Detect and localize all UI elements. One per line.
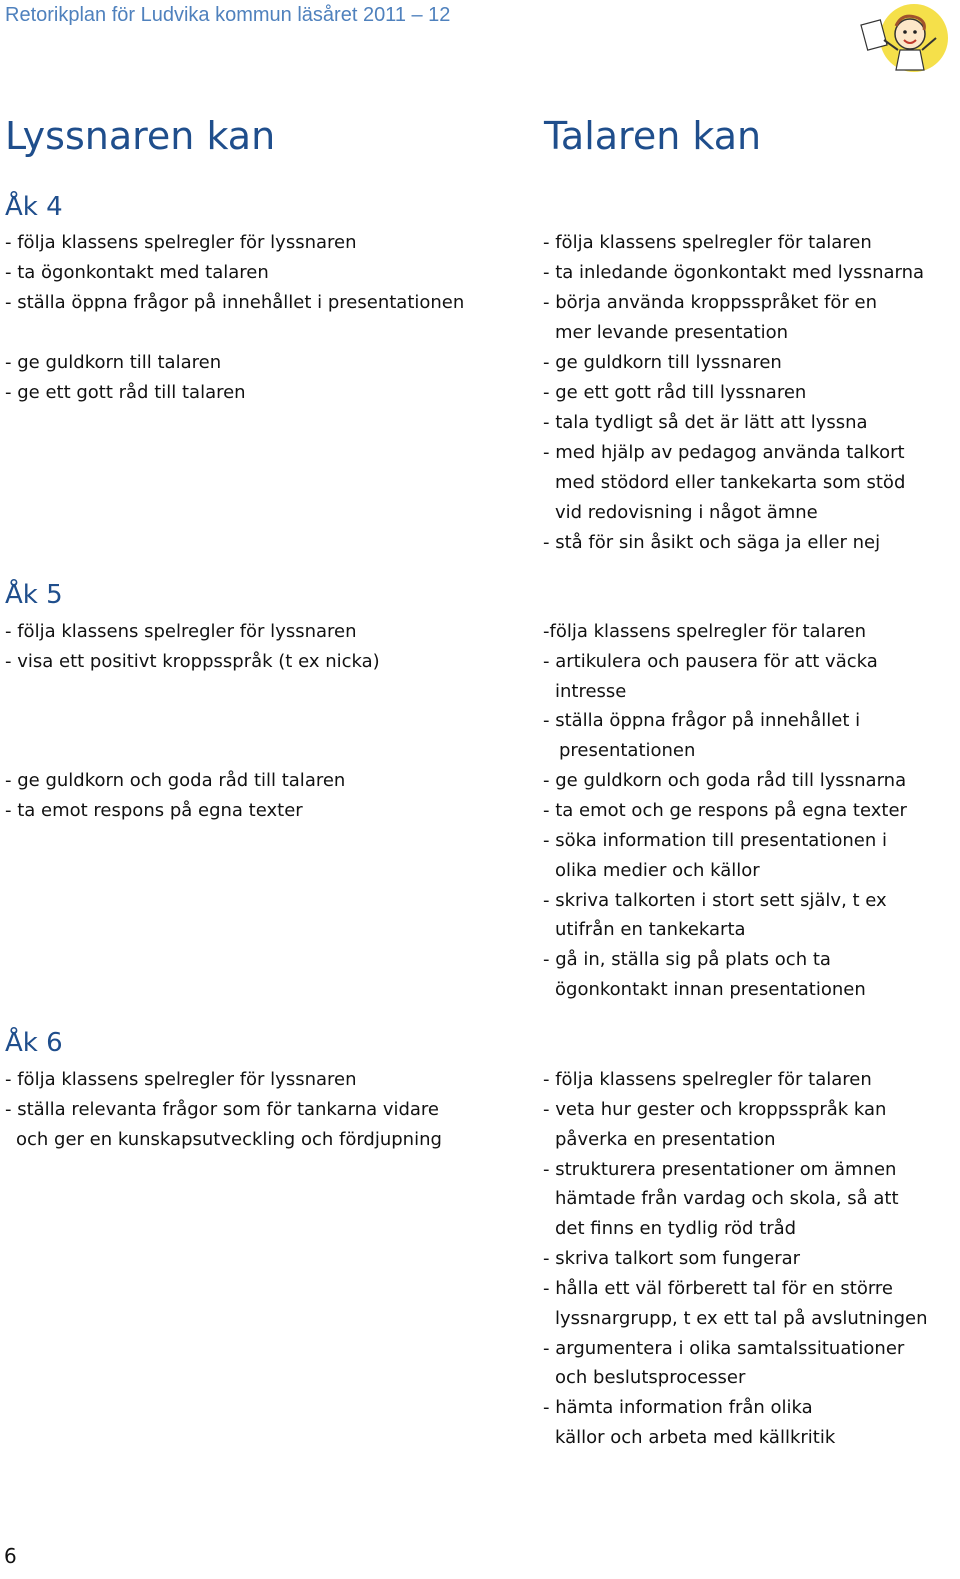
- speaker-item: - ge guldkorn och goda råd till lyssnarna: [543, 770, 907, 791]
- speaker-item: - ställa öppna frågor på innehållet i: [543, 710, 861, 731]
- cartoon-child-with-paper-icon: [856, 0, 950, 74]
- speaker-item: - tala tydligt så det är lätt att lyssna: [543, 412, 868, 433]
- speaker-item: - hålla ett väl förberett tal för en större: [543, 1278, 893, 1299]
- speaker-item: hämtade från vardag och skola, så att: [555, 1188, 899, 1209]
- speaker-item: - söka information till presentationen i: [543, 830, 887, 851]
- listener-item: - följa klassens spelregler för lyssnaren: [5, 1069, 357, 1090]
- speaker-item: presentationen: [559, 740, 696, 761]
- page-number: 6: [4, 1544, 17, 1568]
- listener-column-title: Lyssnaren kan: [5, 114, 276, 158]
- speaker-item: och beslutsprocesser: [555, 1367, 746, 1388]
- speaker-item: - skriva talkort som fungerar: [543, 1248, 801, 1269]
- listener-item: - ta emot respons på egna texter: [5, 800, 303, 821]
- speaker-item: - med hjälp av pedagog använda talkort: [543, 442, 905, 463]
- speaker-item: - ta inledande ögonkontakt med lyssnarna: [543, 262, 925, 283]
- listener-item: och ger en kunskapsutveckling och fördjupning: [16, 1129, 442, 1150]
- speaker-item: - veta hur gester och kroppsspråk kan: [543, 1099, 887, 1120]
- speaker-item: - skriva talkorten i stort sett själv, t ex: [543, 890, 887, 911]
- speaker-item: - artikulera och pausera för att väcka: [543, 651, 878, 672]
- speaker-item: -följa klassens spelregler för talaren: [543, 621, 867, 642]
- speaker-item: - börja använda kroppsspråket för en: [543, 292, 878, 313]
- listener-item: - ställa öppna frågor på innehållet i presentationen: [5, 292, 465, 313]
- speaker-item: intresse: [555, 681, 627, 702]
- speaker-item: - ge ett gott råd till lyssnaren: [543, 382, 807, 403]
- listener-item: - ge guldkorn till talaren: [5, 352, 222, 373]
- speaker-item: - följa klassens spelregler för talaren: [543, 1069, 872, 1090]
- speaker-item: - stå för sin åsikt och säga ja eller nej: [543, 532, 881, 553]
- speaker-item: mer levande presentation: [555, 322, 789, 343]
- grade-heading: Åk 5: [5, 580, 63, 610]
- speaker-item: vid redovisning i något ämne: [555, 502, 818, 523]
- listener-item: - ta ögonkontakt med talaren: [5, 262, 269, 283]
- speaker-item: - ge guldkorn till lyssnaren: [543, 352, 782, 373]
- speaker-item: - följa klassens spelregler för talaren: [543, 232, 872, 253]
- listener-item: - följa klassens spelregler för lyssnaren: [5, 232, 357, 253]
- listener-item: - visa ett positivt kroppsspråk (t ex nicka): [5, 651, 380, 672]
- speaker-item: källor och arbeta med källkritik: [555, 1427, 836, 1448]
- school-logo: [856, 0, 950, 74]
- speaker-item: påverka en presentation: [555, 1129, 776, 1150]
- speaker-item: lyssnargrupp, t ex ett tal på avslutningen: [555, 1308, 928, 1329]
- speaker-item: - argumentera i olika samtalssituationer: [543, 1338, 905, 1359]
- listener-item: - ge guldkorn och goda råd till talaren: [5, 770, 346, 791]
- speaker-item: - strukturera presentationer om ämnen: [543, 1159, 897, 1180]
- speaker-item: ögonkontakt innan presentationen: [555, 979, 866, 1000]
- speaker-column-title: Talaren kan: [544, 114, 762, 158]
- listener-item: - ställa relevanta frågor som för tankarna vidare: [5, 1099, 440, 1120]
- listener-item: - följa klassens spelregler för lyssnaren: [5, 621, 357, 642]
- listener-item: - ge ett gott råd till talaren: [5, 382, 246, 403]
- speaker-item: med stödord eller tankekarta som stöd: [555, 472, 906, 493]
- grade-heading: Åk 6: [5, 1028, 63, 1058]
- speaker-item: - ta emot och ge respons på egna texter: [543, 800, 907, 821]
- document-header: Retorikplan för Ludvika kommun läsåret 2011 – 12: [5, 4, 451, 26]
- speaker-item: - gå in, ställa sig på plats och ta: [543, 949, 831, 970]
- speaker-item: olika medier och källor: [555, 860, 760, 881]
- grade-heading: Åk 4: [5, 192, 63, 222]
- speaker-item: det finns en tydlig röd tråd: [555, 1218, 797, 1239]
- speaker-item: utifrån en tankekarta: [555, 919, 746, 940]
- speaker-item: - hämta information från olika: [543, 1397, 813, 1418]
